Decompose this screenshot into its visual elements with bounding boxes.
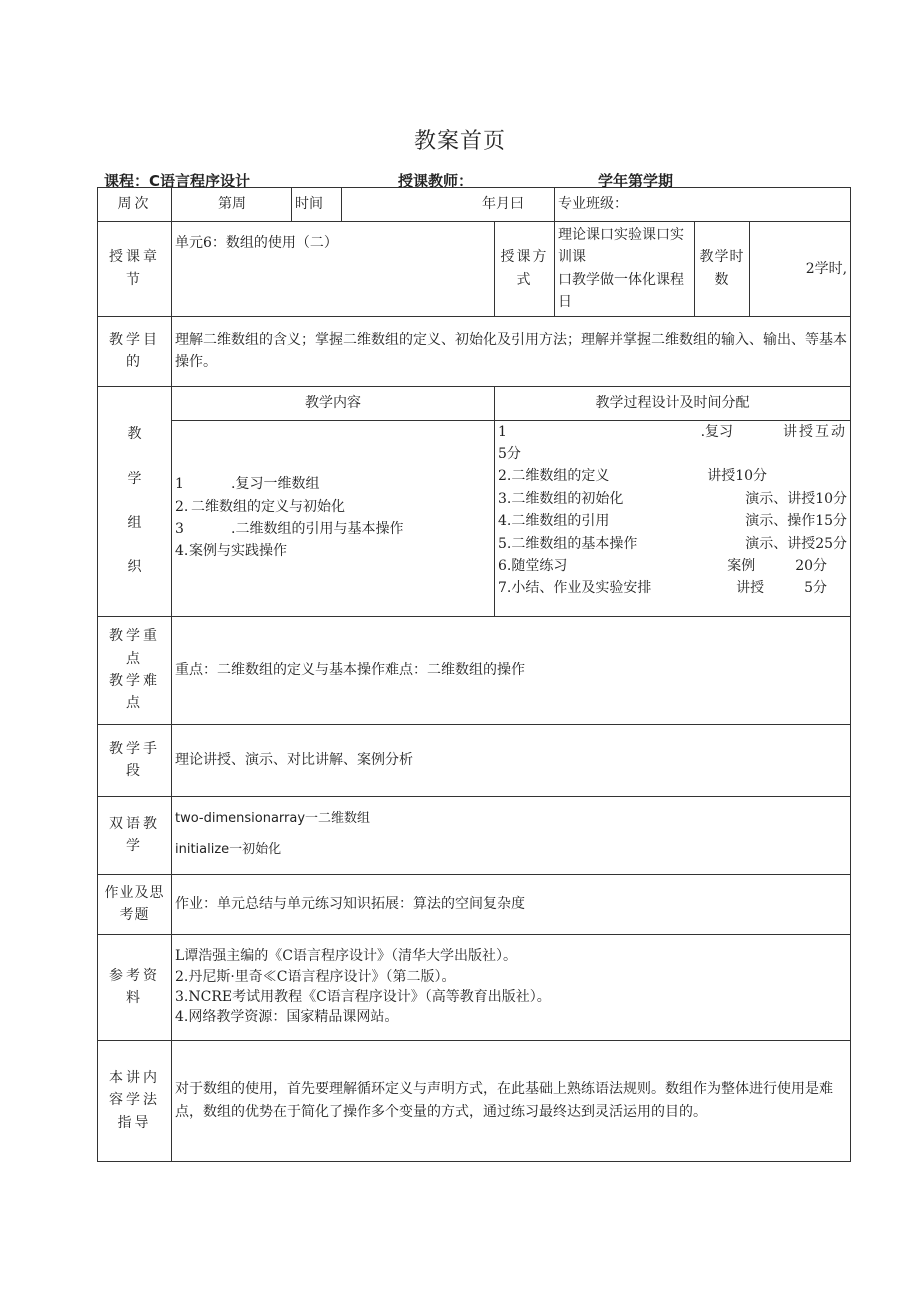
process-text: 6.随堂练习 [498, 557, 568, 574]
keypoint-label: 教学重点 [109, 628, 160, 667]
homework-label: 作业及思考题 [98, 874, 172, 934]
hours-value: 2学时, [750, 222, 851, 317]
row-means [98, 724, 851, 796]
references-label: 参考资料 [98, 934, 172, 1040]
process-num: 1 [498, 423, 507, 440]
content-num: 4. [175, 543, 189, 560]
content-num: 1 [175, 476, 184, 493]
chapter-label: 授课章节 [98, 222, 172, 317]
process-item [498, 465, 847, 487]
content-header: 教学内容 [172, 386, 495, 420]
bilingual-line-1: two-dimensionarray一二维数组 [175, 811, 371, 827]
guidance-label: 本讲内容学法指导 [98, 1040, 172, 1161]
method-line-2: 口教学做一体化课程日 [558, 271, 685, 311]
content-item [175, 540, 491, 562]
objective-label: 教学目的 [98, 316, 172, 386]
week-value: 第周 [172, 188, 292, 222]
process-time: 5分 [498, 445, 521, 462]
reference-item: 2.丹尼斯·里奇≪C语言程序设计》（第二版）。 [175, 968, 456, 985]
process-text: 7.小结、作业及实验安排 [498, 580, 652, 597]
content-list [172, 420, 495, 616]
reference-item: 4.网络教学资源：国家精品课网站。 [175, 1009, 399, 1026]
course-header: 课程：C语言程序设计 [104, 172, 251, 190]
organization-label [98, 386, 172, 616]
process-text: 3.二维数组的初始化 [498, 490, 624, 507]
process-method: 演示、讲授10分 [745, 490, 848, 507]
process-method: 演示、讲授25分 [745, 535, 848, 552]
process-header: 教学过程设计及时间分配 [495, 386, 851, 420]
content-text: .复习一维数组 [231, 476, 320, 493]
reference-item: 3.NCRE考试用教程《C语言程序设计》（高等教育出版社）。 [175, 989, 551, 1006]
row-homework [98, 874, 851, 934]
week-label: 周次 [98, 188, 172, 222]
process-duration: 5分 [804, 580, 828, 597]
page-title: 教案首页 [413, 129, 506, 154]
lesson-plan-table [97, 187, 851, 1162]
process-text: 2.二维数组的定义 [498, 468, 610, 485]
process-duration: 20分 [795, 557, 828, 574]
keypoints-label [98, 616, 172, 724]
hours-label: 教学时数 [695, 222, 750, 317]
content-item [175, 518, 491, 540]
row-objective [98, 316, 851, 386]
row-references [98, 934, 851, 1040]
row-guidance [98, 1040, 851, 1161]
process-item [498, 488, 847, 510]
bilingual-content [172, 796, 851, 874]
method-options [555, 222, 695, 317]
time-label: 时间 [292, 188, 342, 222]
row-chapter [98, 222, 851, 317]
content-text: .二维数组的引用与基本操作 [231, 521, 404, 538]
process-method: 讲授 [736, 580, 765, 597]
term-header: 学年第学期 [598, 172, 674, 190]
row-bilingual [98, 796, 851, 874]
content-text: 二维数组的定义与初始化 [191, 498, 345, 515]
process-text: .复习 [700, 423, 734, 440]
org-char-3: 组 [127, 515, 142, 532]
process-item [498, 577, 847, 599]
means-label: 教学手段 [98, 724, 172, 796]
reference-item: L谭浩强主编的《C语言程序设计》（清华大学出版社）。 [175, 948, 518, 965]
org-char-1: 教 [127, 426, 142, 443]
content-num: 3 [175, 521, 184, 538]
content-item [175, 473, 491, 495]
keypoints-text: 重点：二维数组的定义与基本操作难点：二维数组的操作 [172, 616, 851, 724]
row-organization-header [98, 386, 851, 420]
process-method: 演示、操作15分 [745, 513, 848, 530]
process-item [498, 533, 847, 555]
guidance-text: 对于数组的使用，首先要理解循环定义与声明方式，在此基础上熟练语法规则。数组作为整体进行使用是难点，数组的优势在于简化了操作多个变量的方式，通过练习最终达到灵活运用的目的。 [172, 1040, 851, 1161]
content-num: 2. [175, 498, 189, 515]
content-item [175, 496, 491, 518]
homework-text: 作业：单元总结与单元练习知识拓展：算法的空间复杂度 [172, 874, 851, 934]
process-method: 讲授10分 [707, 468, 768, 485]
chapter-value: 单元6：数组的使用（二） [172, 222, 495, 317]
row-keypoints [98, 616, 851, 724]
means-text: 理论讲授、演示、对比讲解、案例分析 [172, 724, 851, 796]
objective-text: 理解二维数组的含义；掌握二维数组的定义、初始化及引用方法；理解并掌握二维数组的输入、输出、等基本操作。 [172, 316, 851, 386]
process-text: 5.二维数组的基本操作 [498, 535, 638, 552]
process-list [495, 420, 851, 616]
org-char-4: 织 [127, 559, 142, 576]
process-text: 4.二维数组的引用 [498, 513, 610, 530]
bilingual-line-2: initialize一初始化 [175, 842, 282, 858]
org-char-2: 学 [127, 470, 142, 487]
teacher-header: 授课教师： [398, 172, 474, 190]
process-item [498, 510, 847, 532]
row-week [98, 188, 851, 222]
process-method: 案例 [727, 557, 756, 574]
references-list [172, 934, 851, 1040]
class-label: 专业班级： [555, 188, 851, 222]
bilingual-label: 双语教学 [98, 796, 172, 874]
difficulty-label: 教学难点 [109, 673, 160, 712]
date-value: 年月曰 [342, 188, 555, 222]
content-text: 案例与实践操作 [189, 543, 287, 560]
method-label: 授课方式 [495, 222, 555, 317]
process-item [498, 555, 847, 577]
process-method: 讲授互动 [783, 423, 848, 440]
row-organization-body [98, 420, 851, 616]
method-line-1: 理论课口实验课口实训课 [558, 227, 685, 266]
process-item [498, 421, 847, 443]
